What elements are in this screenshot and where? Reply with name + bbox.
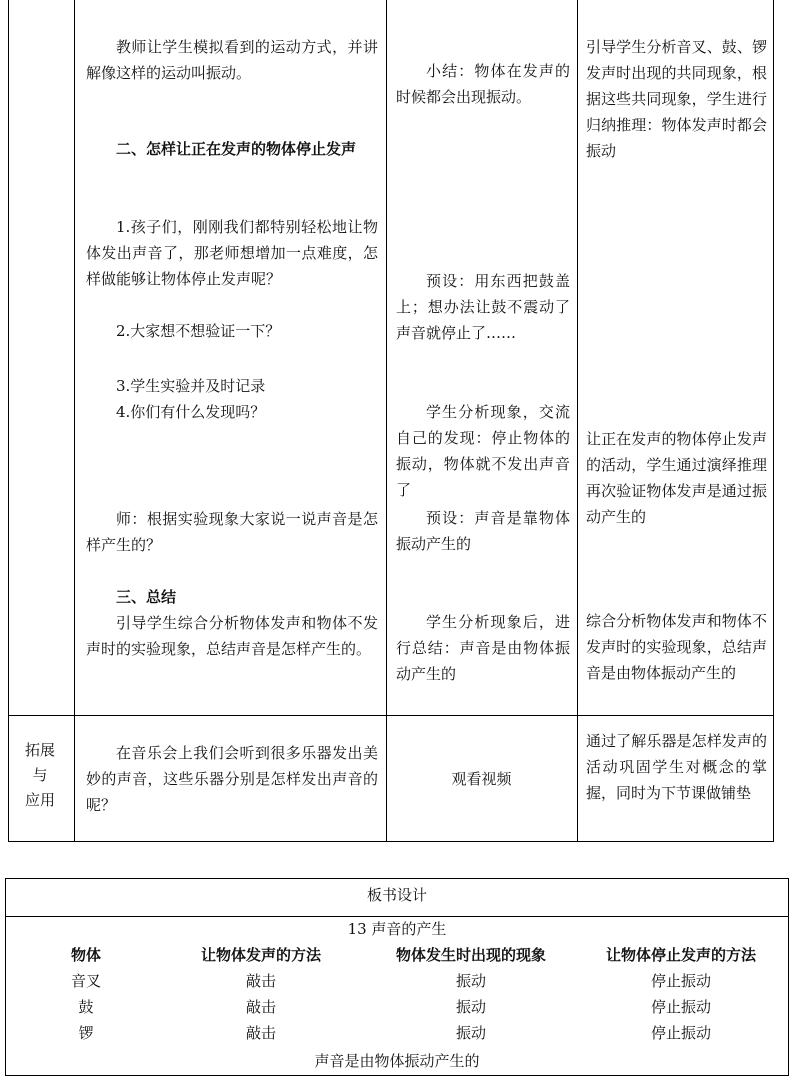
table-border-bottom (8, 841, 774, 842)
teacher-paragraph-1: 教师让学生模拟看到的运动方式，并讲解像这样的运动叫振动。 (86, 38, 378, 82)
board-cell: 振动 (455, 972, 486, 990)
board-title: 板书设计 (366, 886, 427, 904)
extension-label-line-3: 应用 (24, 791, 55, 809)
board-header-object: 物体 (70, 946, 101, 964)
row-divider (8, 715, 774, 716)
board-cell: 敲击 (245, 998, 276, 1016)
section-heading-3: 三、总结 (116, 588, 177, 606)
section-heading-2: 二、怎样让正在发声的物体停止发声 (116, 140, 357, 158)
board-cell: 停止振动 (650, 1024, 711, 1042)
board-cell: 敲击 (245, 1024, 276, 1042)
board-header-row (6, 943, 788, 967)
board-header-method: 让物体发声的方法 (200, 946, 321, 964)
board-title-divider (6, 916, 788, 917)
board-header-stop-method: 让物体停止发声的方法 (605, 946, 756, 964)
summary-paragraph: 引导学生综合分析物体发声和物体不发声时的实验现象，总结声音是怎样产生的。 (86, 614, 378, 658)
extension-student-text: 观看视频 (451, 770, 512, 788)
student-prediction-2: 预设：声音是靠物体振动产生的 (396, 509, 570, 553)
board-cell: 振动 (455, 1024, 486, 1042)
intent-text-1: 引导学生分析音叉、鼓、锣发声时出现的共同现象，根据这些共同现象，学生进行归纳推理：物体发声时都会振动 (586, 38, 767, 160)
student-observation: 学生分析现象，交流自己的发现：停止物体的振动，物体就不发出声音了 (396, 403, 570, 499)
board-cell: 停止振动 (650, 972, 711, 990)
extension-label (20, 738, 60, 813)
board-cell: 音叉 (70, 972, 101, 990)
extension-label-line-1: 拓展 (24, 741, 55, 759)
student-conclusion: 学生分析现象后，进行总结：声音是由物体振动产生的 (396, 613, 570, 683)
board-conclusion: 声音是由物体振动产生的 (314, 1052, 480, 1070)
teacher-question-1: 1.孩子们，刚刚我们都特别轻松地让物体发出声音了，那老师想增加一点难度，怎样做能够让物体停止发声呢？ (86, 218, 378, 288)
board-row-gong (6, 1021, 788, 1045)
extension-intent-text: 通过了解乐器是怎样发声的活动巩固学生对概念的掌握，同时为下节课做铺垫 (586, 732, 767, 802)
board-row-drum (6, 995, 788, 1019)
board-cell: 敲击 (245, 972, 276, 990)
board-cell: 停止振动 (650, 998, 711, 1016)
student-prediction-1: 预设：用东西把鼓盖上；想办法让鼓不震动了声音就停止了…… (396, 272, 570, 342)
lesson-table (8, 0, 774, 842)
board-cell: 锣 (78, 1024, 94, 1042)
student-summary-1: 小结：物体在发声的时候都会出现振动。 (396, 62, 570, 106)
extension-teacher-text: 在音乐会上我们会听到很多乐器发出美妙的声音，这些乐器分别是怎样发出声音的呢？ (86, 744, 378, 814)
board-lesson-title: 13 声音的产生 (347, 920, 447, 938)
teacher-question-3: 3.学生实验并及时记录 (116, 377, 266, 395)
extension-label-line-2: 与 (32, 766, 48, 784)
teacher-question-5: 师：根据实验现象大家说一说声音是怎样产生的？ (86, 510, 378, 554)
teacher-question-2: 2.大家想不想验证一下？ (116, 322, 281, 340)
board-cell: 振动 (455, 998, 486, 1016)
intent-text-2: 让正在发声的物体停止发声的活动，学生通过演绎推理再次验证物体发声是通过振动产生的 (586, 430, 767, 526)
intent-text-3: 综合分析物体发声和物体不发声时的实验现象，总结声音是由物体振动产生的 (586, 612, 767, 682)
board-row-tuning-fork (6, 969, 788, 993)
board-header-phenomenon: 物体发生时出现的现象 (395, 946, 546, 964)
board-design-table (5, 878, 789, 1076)
teacher-question-4: 4.你们有什么发现吗？ (116, 403, 266, 421)
board-cell: 鼓 (78, 998, 94, 1016)
